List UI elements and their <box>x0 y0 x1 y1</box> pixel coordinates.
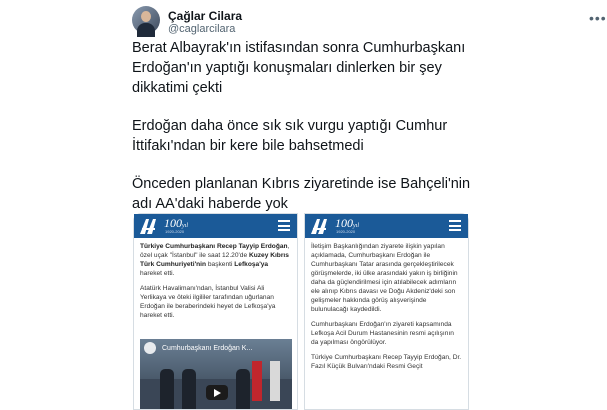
article-paragraph: Türkiye Cumhurbaşkanı Recep Tayyip Erdoğan, Dr. Fazıl Küçük Bulvarı'ndaki Resmi Geçit <box>311 354 462 370</box>
more-options-icon[interactable]: ••• <box>589 10 607 26</box>
person-shape <box>160 369 174 409</box>
article-body <box>305 238 468 381</box>
bold-text: Kuzey Kıbrıs Türk Cumhuriyeti'nin <box>140 252 289 268</box>
aa-years: 1920-2020 <box>165 229 185 234</box>
aa-logo-icon <box>139 217 161 235</box>
aa-years: 1920-2020 <box>336 229 356 234</box>
aa-logo-icon <box>310 217 332 235</box>
tweet-paragraph-2: Erdoğan daha önce sık sık vurgu yaptığı Cumhur İttifakı'ndan bir kere bile bahsetmedi <box>132 118 448 154</box>
text: hareket etti. <box>140 270 175 277</box>
text: başkenti <box>206 261 235 268</box>
attached-image-left[interactable] <box>133 213 298 410</box>
hamburger-menu-icon[interactable] <box>449 220 461 231</box>
bold-text: Lefkoşa'ya <box>234 261 269 268</box>
tweet-paragraph-3: Önceden planlanan Kıbrıs ziyaretinde ise Bahçeli'nin adı AA'daki haberde yok <box>132 176 471 212</box>
article-paragraph <box>140 242 291 278</box>
tweet-text <box>132 38 477 232</box>
video-caption: Cumhurbaşkanı Erdoğan K... <box>162 345 253 352</box>
aa-header-bar <box>134 214 297 238</box>
video-thumbnail[interactable] <box>140 339 292 409</box>
article-body <box>134 238 297 330</box>
aa-anniversary-number: 100 <box>164 216 182 230</box>
article-paragraph: İletişim Başkanlığından ziyarete ilişkin yapılan açıklamada, Cumhurbaşkanı Erdoğan ile Cumhurbaşkanı Tatar arasında gerçekleştirilecek görüşmelerde, iki ülke arasındaki yakın iş birliğinin daha da güçlendirilmesi için atılabilecek adımların ele alınıp Kıbrıs davası ve Doğu Akdeniz'deki son gelişmeler hakkında görüş alışverişinde bulunulacağı kaydedildi. <box>311 243 458 313</box>
play-button-icon[interactable] <box>206 385 228 400</box>
flag-shape <box>252 361 262 401</box>
hamburger-menu-icon[interactable] <box>278 220 290 231</box>
article-paragraph: Atatürk Havalimanı'ndan, İstanbul Valisi Ali Yerlikaya ve öteki ilgililer tarafından uğurlanan Erdoğan ile beraberindeki heyet de Lefkoşa'ya hareket etti. <box>140 285 276 319</box>
author-avatar[interactable] <box>132 6 160 34</box>
bold-text: Türkiye Cumhurbaşkanı Recep Tayyip Erdoğan <box>140 243 288 250</box>
avatar-head <box>141 11 151 22</box>
aa-header-bar <box>305 214 468 238</box>
presidential-seal-icon <box>144 342 156 354</box>
person-shape <box>236 369 250 409</box>
avatar-body <box>137 23 155 37</box>
tweet-paragraph-1: Berat Albayrak'ın istifasından sonra Cumhurbaşkanı Erdoğan'ın yaptığı konuşmaları dinlerken bir şey dikkatimi çekti <box>132 40 466 96</box>
author-name[interactable]: Çağlar Cilara <box>168 9 243 23</box>
aa-anniversary-sup: yıl <box>353 223 359 229</box>
attached-image-right[interactable] <box>304 213 469 410</box>
aa-anniversary-number: 100 <box>335 216 353 230</box>
tweet-header <box>132 4 607 40</box>
text: , özel uçak "İstanbul" ile saat 12.20'de <box>140 243 290 259</box>
flag-shape <box>270 361 280 401</box>
author-handle[interactable]: @caglarcilara <box>168 23 236 35</box>
aa-anniversary-sup: yıl <box>182 223 188 229</box>
article-paragraph: Cumhurbaşkanı Erdoğan'ın ziyareti kapsamında Lefkoşa Acil Durum Hastanesinin resmi açılışının da yapılması öngörülüyor. <box>311 321 454 346</box>
person-shape <box>182 369 196 409</box>
